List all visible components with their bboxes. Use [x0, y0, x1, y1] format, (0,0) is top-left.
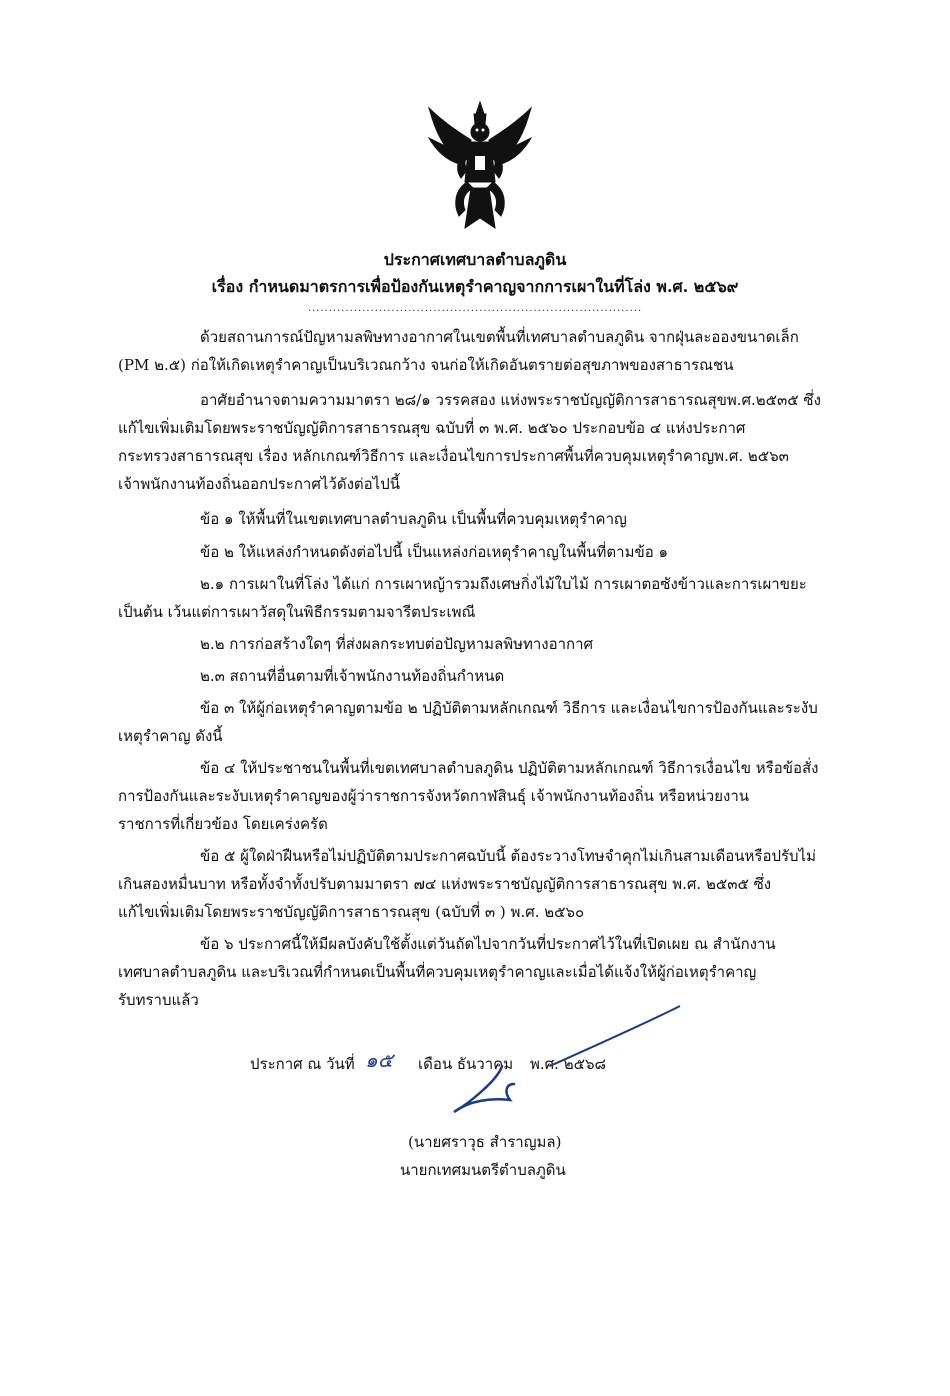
announcement-title: ประกาศเทศบาลตำบลภูดิน [383, 250, 567, 269]
date-month: เดือน ธันวาคม [418, 1055, 514, 1073]
paragraph-line: แก้ไขเพิ่มเติมโดยพระราชบัญญัติการสาธารณสุข ฉบับที่ ๓ พ.ศ. ๒๕๖๐ ประกอบข้อ ๔ แห่งประกาศ [118, 419, 746, 437]
divider: ................................................................................ [307, 303, 643, 314]
clause-line: ข้อ ๕ ผู้ใดฝ่าฝืนหรือไม่ปฏิบัติตามประกาศฉบับนี้ ต้องระวางโทษจำคุกไม่เกินสามเดือนหรือปรับไม่ [200, 847, 816, 865]
clause-line: แก้ไขเพิ่มเติมโดยพระราชบัญญัติการสาธารณสุข (ฉบับที่ ๓ ) พ.ศ. ๒๕๖๐ [118, 903, 585, 921]
clause-line: เหตุรำคาญ ดังนี้ [118, 727, 223, 745]
paragraph-line: กระทรวงสาธารณสุข เรื่อง หลักเกณฑ์วิธีการ และเงื่อนไขการประกาศพื้นที่ควบคุมเหตุรำคาญพ.ศ. ๒๕๖๓ [118, 447, 789, 465]
announcement-subject: เรื่อง กำหนดมาตรการเพื่อป้องกันเหตุรำคาญจากการเผาในที่โล่ง พ.ศ. ๒๕๖๙ [211, 277, 739, 296]
clause-line: เป็นต้น เว้นแต่การเผาวัสดุในพิธีกรรมตามจารีตประเพณี [118, 603, 476, 621]
date-year: พ.ศ. ๒๕๖๘ [530, 1055, 607, 1073]
clause-line: ๒.๓ สถานที่อื่นตามที่เจ้าพนักงานท้องถิ่นกำหนด [200, 667, 505, 685]
clause-line: ข้อ ๖ ประกาศนี้ให้มีผลบังคับใช้ตั้งแต่วันถัดไปจากวันที่ประกาศไว้ในที่เปิดเผย ณ สำนักงาน [200, 935, 776, 953]
signer-title: นายกเทศมนตรีตำบลภูดิน [400, 1161, 566, 1179]
date-prefix: ประกาศ ณ วันที่ [250, 1055, 355, 1073]
handwritten-signature [440, 1000, 700, 1120]
clause-line: การป้องกันและระงับเหตุรำคาญของผู้ว่าราชการจังหวัดกาฬสินธุ์ เจ้าพนักงานท้องถิ่น หรือหน่วยงาน [118, 787, 749, 805]
paragraph-line: ด้วยสถานการณ์ปัญหามลพิษทางอากาศในเขตพื้นที่เทศบาลตำบลภูดิน จากฝุ่นละอองขนาดเล็ก [200, 328, 799, 346]
garuda-emblem-icon [425, 100, 535, 235]
clause-line: เทศบาลตำบลภูดิน และบริเวณที่กำหนดเป็นพื้นที่ควบคุมเหตุรำคาญและเมื่อได้แจ้งให้ผู้ก่อเหตุรำคาญ [118, 963, 757, 981]
clause-line: ข้อ ๔ ให้ประชาชนในพื้นที่เขตเทศบาลตำบลภูดิน ปฏิบัติตามหลักเกณฑ์ วิธีการเงื่อนไข หรือข้อสั่ง [200, 759, 819, 777]
paragraph-line: เจ้าพนักงานท้องถิ่นออกประกาศไว้ดังต่อไปนี้ [118, 475, 400, 493]
handwritten-day: ๑๕ [365, 1048, 393, 1072]
clause-line: ข้อ ๓ ให้ผู้ก่อเหตุรำคาญตามข้อ ๒ ปฏิบัติตามหลักเกณฑ์ วิธีการ และเงื่อนไขการป้องกันและระงับ [200, 699, 818, 717]
clause-line: เกินสองหมื่นบาท หรือทั้งจำทั้งปรับตามมาตรา ๗๔ แห่งพระราชบัญญัติการสาธารณสุข พ.ศ. ๒๕๓๕ ซึ่ง [118, 875, 772, 893]
clause-line: ข้อ ๑ ให้พื้นที่ในเขตเทศบาลตำบลภูดิน เป็นพื้นที่ควบคุมเหตุรำคาญ [200, 510, 627, 528]
clause-line: ๒.๑ การเผาในที่โล่ง ได้แก่ การเผาหญ้ารวมถึงเศษกิ่งไม้ใบไม้ การเผาตอซังข้าวและการเผาขยะ [200, 575, 807, 593]
paragraph-line: (PM ๒.๕) ก่อให้เกิดเหตุรำคาญเป็นบริเวณกว้าง จนก่อให้เกิดอันตรายต่อสุขภาพของสาธารณชน [118, 356, 734, 374]
clause-line: ราชการที่เกี่ยวข้อง โดยเคร่งครัด [118, 815, 328, 833]
signer-name: (นายศราวุธ สำราญมล) [408, 1133, 562, 1151]
clause-line: รับทราบแล้ว [118, 991, 199, 1009]
clause-line: ข้อ ๒ ให้แหล่งกำหนดดังต่อไปนี้ เป็นแหล่งก่อเหตุรำคาญในพื้นที่ตามข้อ ๑ [200, 543, 669, 561]
paragraph-line: อาศัยอำนาจตามความมาตรา ๒๘/๑ วรรคสอง แห่งพระราชบัญญัติการสาธารณสุขพ.ศ.๒๕๓๕ ซึ่ง [200, 391, 821, 409]
clause-line: ๒.๒ การก่อสร้างใดๆ ที่ส่งผลกระทบต่อปัญหามลพิษทางอากาศ [200, 635, 594, 653]
